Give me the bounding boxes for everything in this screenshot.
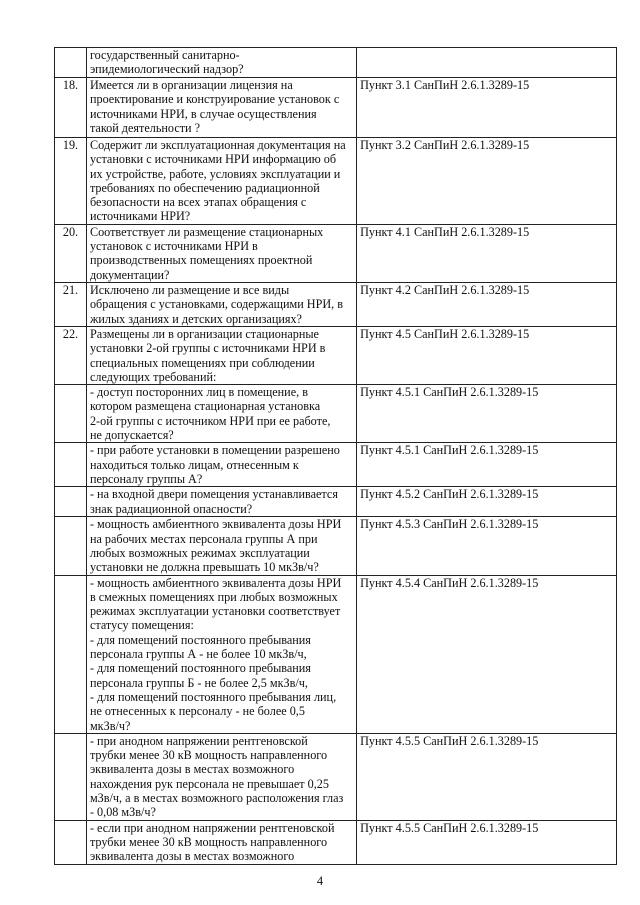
regulation-reference: Пункт 4.1 СанПиН 2.6.1.3289-15 xyxy=(360,224,530,239)
reference-cell xyxy=(357,517,617,575)
requirement-text: - доступ посторонних лиц в помещение, в котором размещена стационарная установка 2-ой группы с источником НРИ при ее работе, не допускается? xyxy=(89,385,331,443)
reference-cell xyxy=(357,138,617,225)
requirement-text: Содержит ли эксплуатационная документация на установки с источниками НРИ информацию об их устройстве, работе, условиях эксплуатации и требованиях по обеспечению радиационной безопасности на всех этапах обращения с источниками НРИ? xyxy=(89,138,346,224)
reference-cell xyxy=(357,282,617,326)
requirement-text: государственный санитарно- эпидемиологический надзор? xyxy=(89,48,244,77)
regulation-reference: Пункт 4.2 СанПиН 2.6.1.3289-15 xyxy=(360,282,530,297)
table-row xyxy=(55,443,617,487)
item-number-cell xyxy=(55,487,87,517)
requirement-cell xyxy=(86,487,356,517)
requirement-cell xyxy=(86,733,356,820)
table-row xyxy=(55,78,617,138)
item-number-cell xyxy=(55,733,87,820)
table-row xyxy=(55,820,617,864)
item-number: 22. xyxy=(62,326,79,341)
item-number: 19. xyxy=(62,138,79,152)
checklist-table xyxy=(54,47,617,865)
table-row xyxy=(55,487,617,517)
page-number: 4 xyxy=(316,874,324,888)
regulation-reference: Пункт 3.2 СанПиН 2.6.1.3289-15 xyxy=(360,138,530,152)
regulation-reference: Пункт 4.5.5 СанПиН 2.6.1.3289-15 xyxy=(360,733,539,748)
item-number-cell xyxy=(55,282,87,326)
table-row xyxy=(55,282,617,326)
item-number-cell xyxy=(55,820,87,864)
requirement-cell xyxy=(86,224,356,282)
regulation-reference: Пункт 4.5.1 СанПиН 2.6.1.3289-15 xyxy=(360,385,539,400)
item-number-cell xyxy=(55,575,87,733)
item-number-cell xyxy=(55,385,87,443)
requirement-text: Имеется ли в организации лицензия на проектирование и конструирование установок с источниками НРИ, в случае осуществления такой деятельности ? xyxy=(89,78,340,135)
table-row xyxy=(55,48,617,78)
requirement-text: - на входной двери помещения устанавливается знак радиационной опасности? xyxy=(89,487,338,516)
item-number-cell xyxy=(55,78,87,138)
requirement-text: - мощность амбиентного эквивалента дозы НРИ в смежных помещениях при любых возможных режимах эксплуатации установки соответствует статусу помещения: - для помещений постоянного пребывания персонала группы А - не более 10 мкЗв/ч, - для помещений постоянного пребывания персонала группы Б - не более 2,5 мкЗв/ч, - для помещений постоянного пребывания лиц, не отнесенных к персоналу - не более 0,5 мкЗв/ч? xyxy=(89,575,342,733)
requirement-text: Исключено ли размещение и все виды обращения с установками, содержащими НРИ, в жилых зданиях и детских организациях? xyxy=(89,282,344,326)
regulation-reference: Пункт 3.1 СанПиН 2.6.1.3289-15 xyxy=(360,78,530,92)
item-number-cell xyxy=(55,48,87,78)
requirement-cell xyxy=(86,443,356,487)
requirement-cell xyxy=(86,138,356,225)
requirement-text: Размещены ли в организации стационарные установки 2-ой группы с источниками НРИ в специальных помещениях при соблюдении следующих требований: xyxy=(89,326,326,384)
regulation-reference: Пункт 4.5.1 СанПиН 2.6.1.3289-15 xyxy=(360,443,539,458)
requirement-cell xyxy=(86,78,356,138)
table-row xyxy=(55,224,617,282)
requirement-cell xyxy=(86,48,356,78)
reference-cell xyxy=(357,487,617,517)
requirement-text: - при анодном напряжении рентгеновской трубки менее 30 кВ мощность направленного эквивалента дозы в местах возможного нахождения рук персонала не превышает 0,25 мЗв/ч, а в местах возможного расположения глаз - 0,08 мЗв/ч? xyxy=(89,733,344,820)
reference-cell xyxy=(357,575,617,733)
regulation-reference: Пункт 4.5.4 СанПиН 2.6.1.3289-15 xyxy=(360,575,539,590)
requirement-cell xyxy=(86,282,356,326)
item-number-cell xyxy=(55,517,87,575)
reference-cell xyxy=(357,326,617,384)
requirement-cell xyxy=(86,326,356,384)
requirement-text: - при работе установки в помещении разрешено находиться только лицам, отнесенным к персоналу группы А? xyxy=(89,443,340,486)
table-row xyxy=(55,138,617,225)
reference-cell xyxy=(357,78,617,138)
reference-cell xyxy=(357,443,617,487)
checklist-rows xyxy=(55,48,617,865)
table-row xyxy=(55,575,617,733)
requirement-cell xyxy=(86,385,356,443)
regulation-reference: Пункт 4.5 СанПиН 2.6.1.3289-15 xyxy=(360,326,530,341)
requirement-text: - если при анодном напряжении рентгеновской трубки менее 30 кВ мощность направленного эквивалента дозы в местах возможного xyxy=(89,820,335,864)
item-number-cell xyxy=(55,138,87,225)
reference-cell xyxy=(357,385,617,443)
regulation-reference: Пункт 4.5.5 СанПиН 2.6.1.3289-15 xyxy=(360,820,539,835)
item-number: 18. xyxy=(62,78,79,92)
table-row xyxy=(55,517,617,575)
regulation-reference: Пункт 4.5.2 СанПиН 2.6.1.3289-15 xyxy=(360,487,539,502)
reference-cell xyxy=(357,224,617,282)
requirement-cell xyxy=(86,575,356,733)
item-number-cell xyxy=(55,443,87,487)
table-row xyxy=(55,385,617,443)
regulation-reference: Пункт 4.5.3 СанПиН 2.6.1.3289-15 xyxy=(360,517,539,532)
reference-cell xyxy=(357,820,617,864)
requirement-cell xyxy=(86,517,356,575)
reference-cell xyxy=(357,733,617,820)
item-number-cell xyxy=(55,326,87,384)
item-number: 21. xyxy=(62,282,79,297)
requirement-cell xyxy=(86,820,356,864)
item-number-cell xyxy=(55,224,87,282)
item-number: 20. xyxy=(62,224,79,239)
reference-cell xyxy=(357,48,617,78)
table-row xyxy=(55,733,617,820)
table-row xyxy=(55,326,617,384)
requirement-text: - мощность амбиентного эквивалента дозы НРИ на рабочих местах персонала группы А при любых возможных режимах эксплуатации установки не должна превышать 10 мкЗв/ч? xyxy=(89,517,342,575)
requirement-text: Соответствует ли размещение стационарных установок с источниками НРИ в производственных помещениях проектной документации? xyxy=(89,224,324,282)
